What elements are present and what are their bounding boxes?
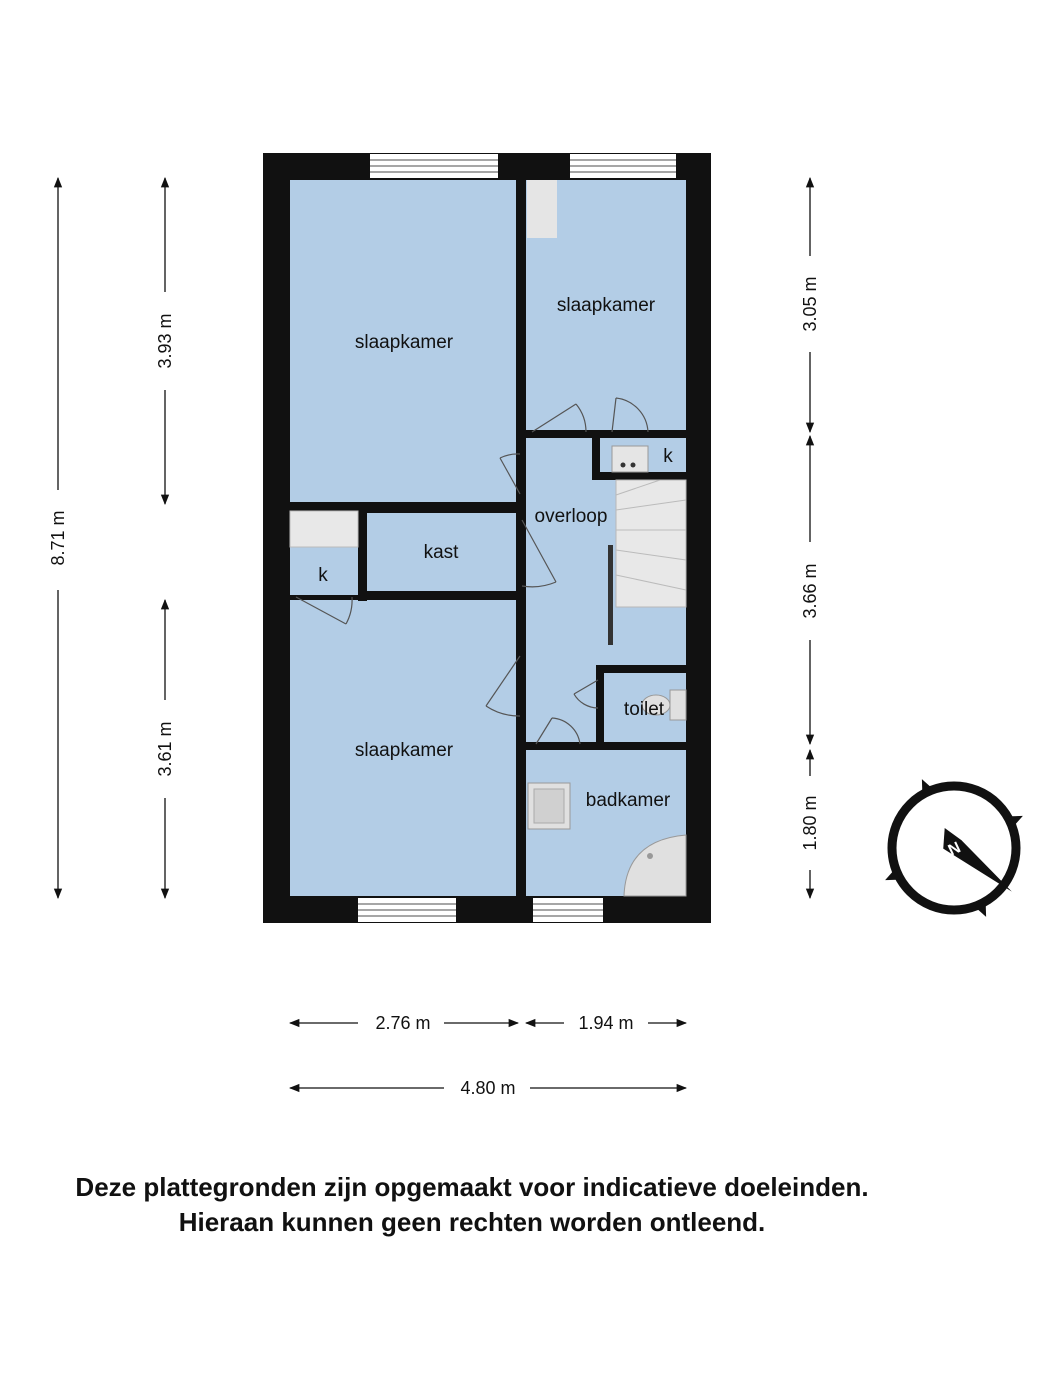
dimension-left-lower-label: 3.61 m: [155, 721, 175, 777]
dimension-left-lower: [155, 600, 175, 898]
dimension-bottom-right-label: 1.94 m: [578, 1013, 634, 1033]
dimension-bottom-right: [526, 1013, 686, 1033]
compass-north-label: N: [945, 839, 964, 860]
sink-icon: [528, 783, 570, 829]
window-top-left: [370, 154, 498, 178]
dimension-left-total-label: 8.71 m: [48, 510, 68, 566]
interior-wall: [524, 742, 688, 750]
disclaimer-line-1: Deze plattegronden zijn opgemaakt voor indicatieve doeleinden.: [75, 1172, 869, 1202]
dimension-right-middle-label: 3.66 m: [800, 563, 820, 619]
interior-wall: [358, 511, 367, 601]
room-label-closet-right: k: [663, 446, 673, 467]
dimension-left-total: [48, 178, 68, 898]
interior-wall: [596, 665, 686, 673]
interior-wall: [524, 430, 688, 438]
window-bottom-right: [533, 898, 603, 922]
chimney-block: [527, 180, 557, 238]
dimension-right-middle: [800, 436, 820, 744]
room-label-bedroom-top-left: slaapkamer: [354, 332, 454, 353]
compass-icon: [883, 777, 1026, 920]
interior-wall: [288, 595, 360, 600]
room-label-kast: kast: [423, 542, 459, 563]
storage-block: [290, 511, 358, 547]
disclaimer-line-2: Hieraan kunnen geen rechten worden ontleend.: [178, 1207, 766, 1237]
dimension-right-upper: [800, 178, 820, 432]
window-bottom-left: [358, 898, 456, 922]
dimension-bottom-total-label: 4.80 m: [460, 1078, 516, 1098]
dimension-bottom-total: [290, 1078, 686, 1098]
interior-wall: [592, 436, 600, 476]
dimension-right-upper-label: 3.05 m: [800, 276, 820, 332]
dimension-bottom-left: [290, 1013, 518, 1033]
room-label-landing: overloop: [534, 506, 608, 527]
interior-wall: [592, 472, 686, 480]
dimension-right-lower-label: 1.80 m: [800, 795, 820, 851]
room-label-toilet: toilet: [623, 699, 665, 720]
dimension-right-lower: [800, 750, 820, 898]
room-label-bedroom-bottom: slaapkamer: [354, 740, 454, 761]
room-label-bedroom-top-right: slaapkamer: [556, 295, 656, 316]
room-label-bathroom: badkamer: [585, 790, 671, 811]
dimension-left-upper-label: 3.93 m: [155, 313, 175, 369]
window-top-right: [570, 154, 676, 178]
dimension-left-upper: [155, 178, 175, 504]
interior-wall: [517, 178, 526, 898]
boiler-icon: [612, 446, 648, 472]
room-label-closet-left: k: [318, 565, 328, 586]
interior-wall: [358, 591, 518, 600]
dimension-bottom-left-label: 2.76 m: [375, 1013, 431, 1033]
